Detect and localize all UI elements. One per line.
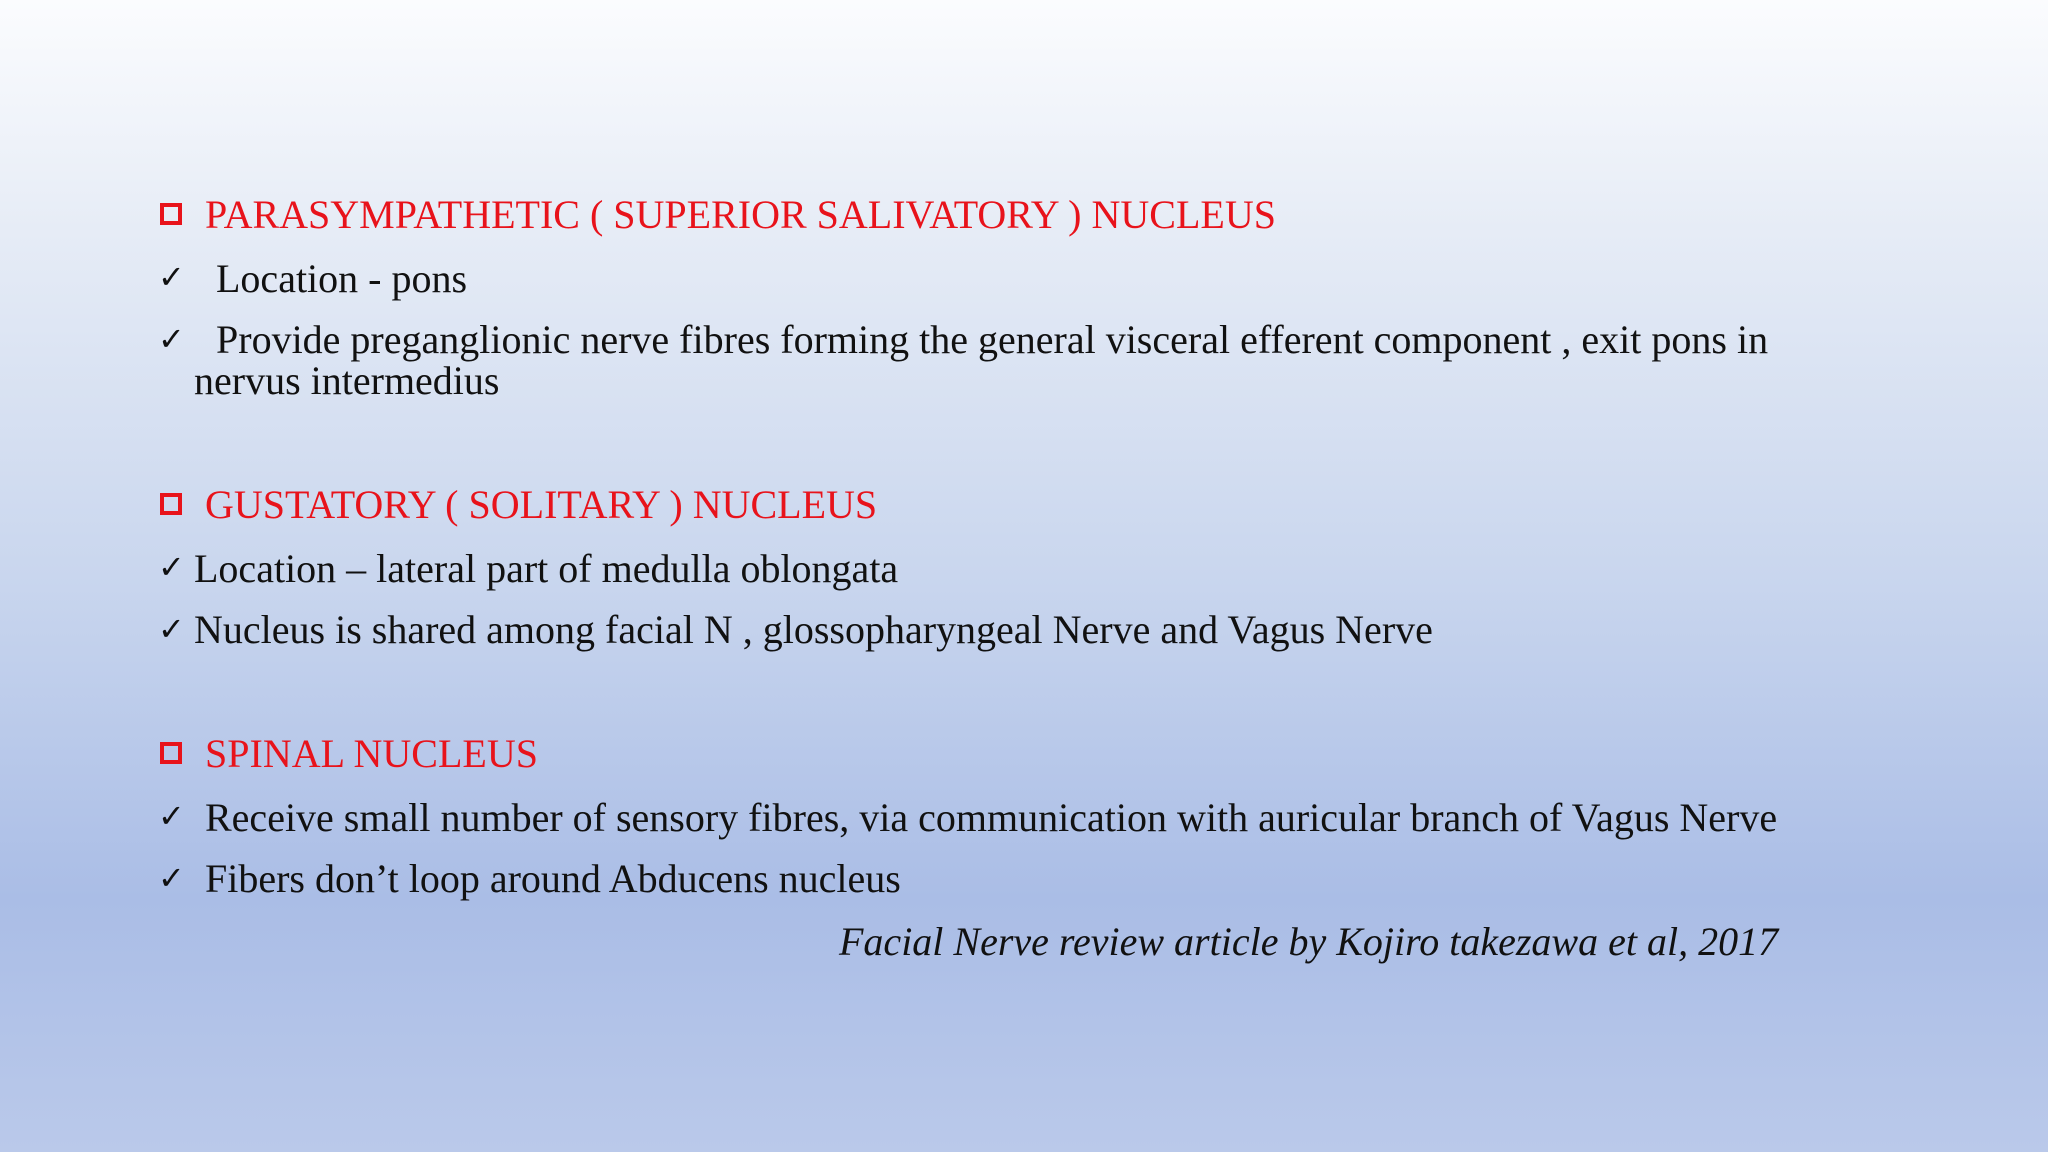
bullet-text: Location - pons (216, 256, 468, 301)
checkmark-icon: ✓ (158, 859, 185, 897)
bullet-continuation-text: nervus intermedius (194, 358, 500, 403)
checkmark-icon: ✓ (158, 610, 185, 648)
hollow-square-icon (160, 203, 182, 225)
bullet-text: Provide preganglionic nerve fibres forming the general visceral efferent component , exit pons in (216, 317, 1769, 362)
checkmark-icon: ✓ (158, 258, 185, 296)
bullet-text: Receive small number of sensory fibres, via communication with auricular branch of Vagus Nerve (205, 795, 1778, 840)
bullet-text: Location – lateral part of medulla oblongata (194, 546, 899, 591)
checkmark-icon: ✓ (158, 797, 185, 835)
checkmark-icon: ✓ (158, 320, 185, 358)
section-heading: GUSTATORY ( SOLITARY ) NUCLEUS (205, 482, 878, 527)
citation: Facial Nerve review article by Kojiro takezawa et al, 2017 (839, 919, 1779, 964)
hollow-square-icon (160, 742, 182, 764)
hollow-square-icon (160, 493, 182, 515)
checkmark-icon: ✓ (158, 548, 185, 586)
section-heading: PARASYMPATHETIC ( SUPERIOR SALIVATORY ) NUCLEUS (205, 192, 1276, 237)
bullet-text: Nucleus is shared among facial N , glossopharyngeal Nerve and Vagus Nerve (194, 607, 1433, 652)
bullet-text: Fibers don’t loop around Abducens nucleus (205, 856, 901, 901)
section-heading: SPINAL NUCLEUS (205, 731, 538, 776)
